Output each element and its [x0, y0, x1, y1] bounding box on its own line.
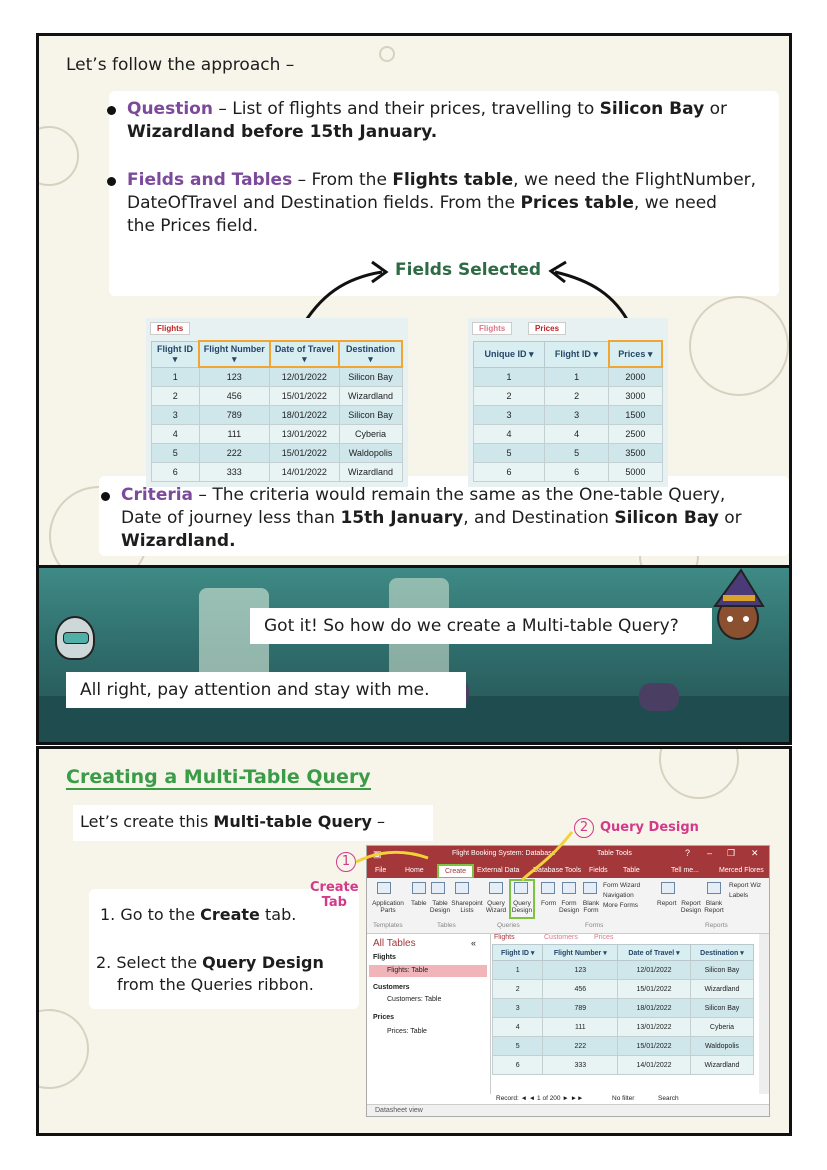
- annotation-tab-label: Tab: [321, 895, 347, 910]
- table-cell: 6: [152, 462, 200, 481]
- grid-tab-customers[interactable]: Customers: [544, 934, 578, 941]
- table-cell: 5000: [609, 462, 662, 481]
- status-text: Datasheet view: [375, 1107, 423, 1114]
- table-cell: 14/01/2022: [618, 1056, 691, 1075]
- help-icon[interactable]: ?: [685, 848, 691, 858]
- criteria-line2-mid: , and Destination: [463, 508, 615, 528]
- report-label[interactable]: Report: [657, 900, 677, 907]
- col-prices: Prices ▾: [609, 341, 662, 367]
- table-cell: Wizardland: [690, 1056, 753, 1075]
- table-cell: 13/01/2022: [270, 424, 340, 443]
- ds-col-destination[interactable]: Destination ▾: [690, 945, 753, 961]
- nav-item-customers[interactable]: Customers: Table: [387, 996, 442, 1003]
- table-cell: 18/01/2022: [270, 405, 340, 424]
- prices-tab: Prices: [528, 322, 566, 335]
- table-design-label[interactable]: Table Design: [429, 900, 451, 914]
- table-cell: 3: [545, 405, 609, 424]
- step-1-bold: Create: [200, 905, 260, 924]
- table-cell: 15/01/2022: [270, 386, 340, 405]
- grid-tab-prices[interactable]: Prices: [594, 934, 614, 941]
- criteria-bold-1: 15th January: [340, 508, 464, 528]
- section-title: Creating a Multi-Table Query: [66, 766, 371, 788]
- table-cell: 14/01/2022: [270, 462, 340, 481]
- table-cell: 1: [545, 367, 609, 386]
- tab-table[interactable]: Table: [623, 867, 640, 874]
- ds-col-flight-number[interactable]: Flight Number ▾: [543, 945, 618, 961]
- form-label[interactable]: Form: [541, 900, 557, 907]
- tab-database-tools[interactable]: Database Tools: [533, 867, 582, 874]
- lead-text-c: –: [371, 812, 386, 831]
- flights-tab: Flights: [150, 322, 190, 335]
- query-design-label[interactable]: Query Design: [511, 900, 533, 914]
- table-cell: 4: [493, 1018, 543, 1037]
- fields-bold-2: Prices table: [520, 193, 634, 213]
- intro-text: Let’s follow the approach –: [66, 55, 295, 75]
- table-cell: 2: [152, 386, 200, 405]
- question-label: Question: [127, 99, 213, 119]
- table-cell: 1: [152, 367, 200, 386]
- labels-item[interactable]: Labels: [729, 892, 749, 899]
- step-2-text: Select the: [116, 953, 203, 972]
- table-cell: 3: [152, 405, 200, 424]
- table-cell: 13/01/2022: [618, 1018, 691, 1037]
- table-cell: 3000: [609, 386, 662, 405]
- fields-bold-1: Flights table: [392, 170, 514, 190]
- table-cell: Waldopolis: [339, 443, 402, 462]
- table-cell: 2000: [609, 367, 662, 386]
- table-cell: 6: [493, 1056, 543, 1075]
- step-1-number: 1.: [100, 905, 116, 924]
- ds-col-flight-id[interactable]: Flight ID ▾: [493, 945, 543, 961]
- table-cell: 333: [543, 1056, 618, 1075]
- fields-line2-end: , we need: [633, 193, 717, 213]
- tab-external-data[interactable]: External Data: [477, 867, 520, 874]
- query-wizard-label[interactable]: Query Wizard: [485, 900, 507, 914]
- table-cell: 789: [199, 405, 270, 424]
- annotation-2-circle: 2: [574, 818, 594, 838]
- table-cell: Silicon Bay: [339, 367, 402, 386]
- table-cell: 2: [493, 980, 543, 999]
- table-cell: 222: [543, 1037, 618, 1056]
- sharepoint-label[interactable]: Sharepoint Lists: [451, 900, 483, 914]
- speech-bubble-wizard: Got it! So how do we create a Multi-table Query?: [250, 608, 712, 644]
- annotation-query-design: Query Design: [600, 820, 699, 835]
- question-text: – List of flights and their prices, travelling to: [212, 99, 600, 119]
- table-cell: 123: [543, 961, 618, 980]
- more-forms-item[interactable]: More Forms: [603, 902, 639, 909]
- col-unique-id: Unique ID ▾: [474, 341, 545, 367]
- table-cell: Silicon Bay: [690, 999, 753, 1018]
- criteria-label: Criteria: [121, 485, 194, 505]
- col-flight-number: Flight Number ▾: [199, 341, 270, 367]
- table-cell: Wizardland: [339, 462, 402, 481]
- nav-item-prices[interactable]: Prices: Table: [387, 1028, 427, 1035]
- minimize-icon[interactable]: –: [707, 848, 713, 858]
- table-cell: 333: [199, 462, 270, 481]
- col-date-of-travel: Date of Travel ▾: [270, 341, 340, 367]
- fields-line2: DateOfTravel and Destination fields. From the: [127, 193, 521, 213]
- table-cell: 222: [199, 443, 270, 462]
- table-cell: 123: [199, 367, 270, 386]
- table-cell: 4: [152, 424, 200, 443]
- table-cell: Wizardland: [690, 980, 753, 999]
- table-cell: 3500: [609, 443, 662, 462]
- fields-selected-label: Fields Selected: [395, 260, 542, 280]
- nav-group-prices[interactable]: Prices: [373, 1014, 395, 1021]
- annotation-1-circle: 1: [336, 852, 356, 872]
- tab-fields[interactable]: Fields: [589, 867, 608, 874]
- app-parts-label[interactable]: Application Parts: [372, 900, 404, 914]
- flights-tab-inactive: Flights: [472, 322, 512, 335]
- group-reports: Reports: [705, 922, 728, 929]
- tab-file[interactable]: File: [375, 867, 387, 874]
- table-cell: 456: [543, 980, 618, 999]
- navigation-item[interactable]: Navigation: [603, 892, 634, 899]
- col-flight-id: Flight ID ▾: [545, 341, 609, 367]
- ds-col-date-of-travel[interactable]: Date of Travel ▾: [618, 945, 691, 961]
- record-nav[interactable]: Record: ◄ ◄ 1 of 200 ► ►►: [496, 1095, 584, 1102]
- group-tables: Tables: [437, 922, 456, 929]
- table-cell: Silicon Bay: [690, 961, 753, 980]
- table-cell: 4: [474, 424, 545, 443]
- table-cell: 15/01/2022: [618, 980, 691, 999]
- table-cell: 6: [545, 462, 609, 481]
- table-cell: 15/01/2022: [270, 443, 340, 462]
- table-cell: 1: [474, 367, 545, 386]
- save-icon[interactable]: ▣: [373, 849, 382, 859]
- table-cell: 111: [199, 424, 270, 443]
- table-cell: 456: [199, 386, 270, 405]
- grid-tab-flights[interactable]: Flights: [494, 934, 515, 941]
- fields-label: Fields and Tables: [127, 170, 293, 190]
- report-wizard-item[interactable]: Report Wiz: [729, 882, 762, 889]
- tell-me-box[interactable]: Tell me...: [671, 867, 700, 874]
- user-name: Merced Flores: [719, 867, 764, 874]
- question-bold-1: Silicon Bay: [599, 99, 705, 119]
- group-forms: Forms: [585, 922, 604, 929]
- window-title: Flight Booking System: Database: [452, 850, 556, 857]
- question-bold-2: Wizardland before 15th January.: [127, 122, 438, 142]
- no-filter[interactable]: No filter: [612, 1095, 635, 1102]
- group-queries: Queries: [497, 922, 520, 929]
- criteria-text: – The criteria would remain the same as the One-table Query,: [193, 485, 726, 505]
- form-wizard-item[interactable]: Form Wizard: [603, 882, 641, 889]
- table-tools-label: Table Tools: [597, 850, 632, 857]
- table-cell: 5: [545, 443, 609, 462]
- step-2-bold: Query Design: [202, 953, 324, 972]
- question-text-2: or: [704, 99, 727, 119]
- fields-line3: the Prices field.: [127, 216, 259, 236]
- nav-group-flights[interactable]: Flights: [373, 954, 396, 961]
- restore-icon[interactable]: ❐: [727, 848, 736, 858]
- table-cell: 5: [474, 443, 545, 462]
- table-cell: 5: [152, 443, 200, 462]
- table-cell: 111: [543, 1018, 618, 1037]
- step-1-text: Go to the: [120, 905, 201, 924]
- table-cell: 3: [493, 999, 543, 1018]
- nav-collapse-icon[interactable]: «: [471, 938, 477, 948]
- all-tables-header[interactable]: All Tables: [373, 938, 416, 949]
- table-cell: 2500: [609, 424, 662, 443]
- table-cell: 4: [545, 424, 609, 443]
- close-icon[interactable]: ✕: [751, 848, 759, 858]
- table-cell: 2: [474, 386, 545, 405]
- group-templates: Templates: [373, 922, 403, 929]
- table-cell: 5: [493, 1037, 543, 1056]
- table-cell: Silicon Bay: [339, 405, 402, 424]
- annotation-create-label: Create: [310, 880, 359, 895]
- report-design-label[interactable]: Report Design: [680, 900, 702, 914]
- step-2-text-line2: from the Queries ribbon.: [117, 975, 314, 994]
- criteria-line2: Date of journey less than: [121, 508, 341, 528]
- tab-home[interactable]: Home: [405, 867, 424, 874]
- table-cell: 789: [543, 999, 618, 1018]
- nav-item-flights[interactable]: Flights: Table: [369, 965, 487, 977]
- lead-text-bold: Multi-table Query: [213, 812, 372, 831]
- table-cell: 15/01/2022: [618, 1037, 691, 1056]
- table-cell: Cyberia: [339, 424, 402, 443]
- table-cell: 1: [493, 961, 543, 980]
- step-1-text-end: tab.: [259, 905, 297, 924]
- table-cell: 6: [474, 462, 545, 481]
- step-2-number: 2.: [96, 953, 112, 972]
- col-destination: Destination ▾: [339, 341, 402, 367]
- table-cell: 12/01/2022: [618, 961, 691, 980]
- criteria-bold-2: Silicon Bay: [614, 508, 719, 528]
- speech-bubble-robot: All right, pay attention and stay with me.: [66, 672, 466, 708]
- lead-text-a: Let’s create this: [80, 812, 214, 831]
- table-cell: 2: [545, 386, 609, 405]
- search-box[interactable]: Search: [658, 1095, 679, 1102]
- fields-text: – From the: [292, 170, 393, 190]
- nav-group-customers[interactable]: Customers: [373, 984, 410, 991]
- blank-form-label[interactable]: Blank Form: [582, 900, 600, 914]
- col-flight-id: Flight ID ▾: [152, 341, 200, 367]
- form-design-label[interactable]: Form Design: [559, 900, 580, 914]
- table-cell: Cyberia: [690, 1018, 753, 1037]
- table-cell: 12/01/2022: [270, 367, 340, 386]
- blank-report-label[interactable]: Blank Report: [704, 900, 724, 914]
- table-cell: 1500: [609, 405, 662, 424]
- criteria-line2-end: or: [718, 508, 742, 528]
- criteria-bold-3: Wizardland.: [121, 531, 236, 551]
- table-cell: Waldopolis: [690, 1037, 753, 1056]
- table-cell: 18/01/2022: [618, 999, 691, 1018]
- fields-text-2: , we need the FlightNumber,: [513, 170, 757, 190]
- table-cell: Wizardland: [339, 386, 402, 405]
- table-label[interactable]: Table: [411, 900, 427, 907]
- tab-create[interactable]: Create: [437, 864, 474, 879]
- table-cell: 3: [474, 405, 545, 424]
